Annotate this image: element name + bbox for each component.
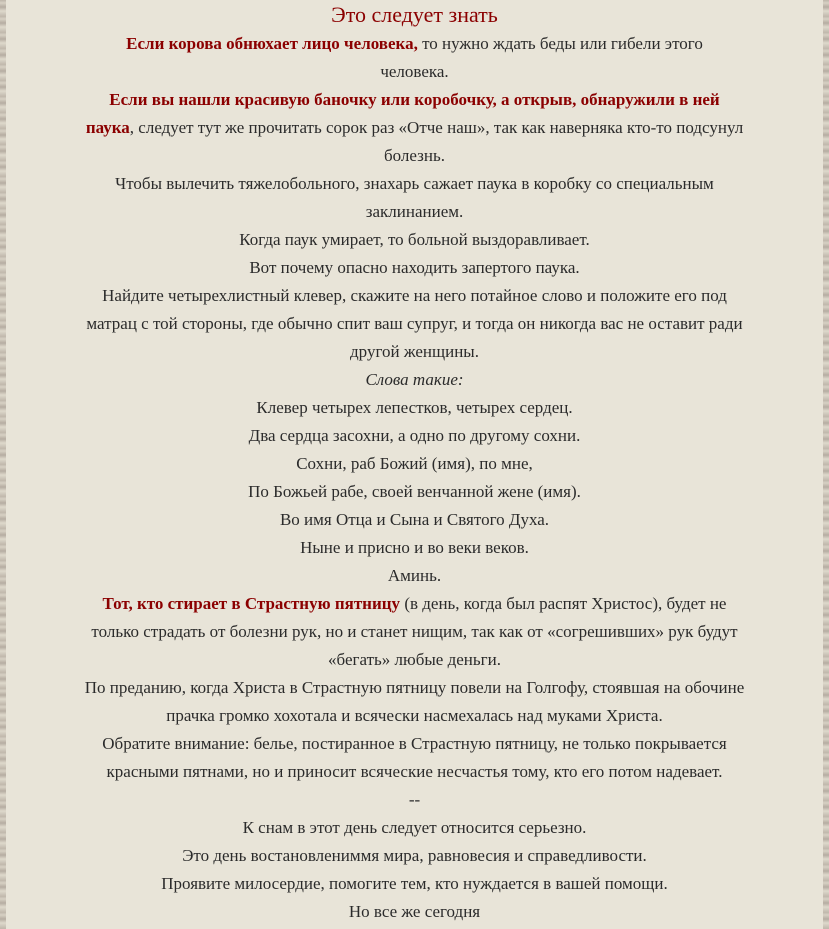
prayer-line: Сохни, раб Божий (имя), по мне,	[296, 454, 533, 473]
text-line: Но все же сегодня	[348, 902, 481, 921]
paragraph-spider	[14, 114, 815, 142]
prayer-line: По Божьей рабе, своей венчанной жене (имя).	[248, 482, 581, 501]
paragraph-friday	[14, 590, 815, 618]
text-spider-c: болезнь.	[384, 146, 445, 165]
prayer-line: Во имя Отца и Сына и Святого Духа.	[279, 510, 550, 529]
highlight-friday: Тот, кто стирает в Страстную пятницу	[102, 594, 401, 613]
page-title: Это следует знать	[331, 2, 498, 27]
words-label: Слова такие:	[365, 370, 464, 389]
text-cow-a: то нужно ждать беды или гибели этого	[417, 34, 703, 53]
highlight-jar: Если вы нашли красивую баночку или коробочку, а открыв, обнаружили в ней	[109, 90, 720, 109]
prayer-line: Два сердца засохни, а одно по другому сохни.	[248, 426, 581, 445]
text-line: Обратите внимание: белье, постиранное в Страстную пятницу, не только покрывается	[102, 734, 727, 753]
text-line: По преданию, когда Христа в Страстную пятницу повели на Голгофу, стоявшая на обочине	[84, 678, 745, 697]
paragraph-cow	[14, 30, 815, 58]
text-line: Когда паук умирает, то больной выздоравливает.	[239, 230, 590, 249]
prayer-line: Ныне и присно и во веки веков.	[300, 538, 529, 557]
prayer-line: Аминь.	[387, 566, 442, 585]
text-friday-b: только страдать от болезни рук, но и станет нищим, так как от «согрешивших» рук будут	[91, 622, 738, 641]
left-border-decoration	[0, 0, 6, 929]
text-line: Вот почему опасно находить запертого паука.	[249, 258, 580, 277]
text-friday-c: «бегать» любые деньги.	[328, 650, 501, 669]
text-cow-b: человека.	[380, 62, 449, 81]
prayer-line: Клевер четырех лепестков, четырех сердец.	[256, 398, 573, 417]
highlight-spider: паука	[85, 118, 130, 137]
text-line: Это день востановлениммя мира, равновесия и справедливости.	[182, 846, 647, 865]
text-line: красными пятнами, но и приносит всяческие несчастья тому, кто его потом надевает.	[106, 762, 723, 781]
text-line: заклинанием.	[365, 202, 464, 221]
text-spider-b: , следует тут же прочитать сорок раз «Отче наш», так как наверняка кто-то подсунул	[129, 118, 744, 137]
text-line: Найдите четырехлистный клевер, скажите на него потайное слово и положите его под	[102, 286, 727, 305]
highlight-cow: Если корова обнюхает лицо человека,	[126, 34, 418, 53]
text-line: К снам в этот день следует относится серьезно.	[242, 818, 587, 837]
text-line: прачка громко хохотала и всячески насмехалась над муками Христа.	[166, 706, 663, 725]
text-line: матрац с той стороны, где обычно спит ваш супруг, и тогда он никогда вас не оставит ради	[86, 314, 743, 333]
article-body	[14, 0, 815, 926]
text-line: другой женщины.	[350, 342, 479, 361]
separator: --	[408, 790, 421, 809]
text-friday-a: (в день, когда был распят Христос), будет не	[400, 594, 727, 613]
right-border-decoration	[823, 0, 829, 929]
text-line: Проявите милосердие, помогите тем, кто нуждается в вашей помощи.	[161, 874, 668, 893]
text-line: Чтобы вылечить тяжелобольного, знахарь сажает паука в коробку со специальным	[115, 174, 714, 193]
